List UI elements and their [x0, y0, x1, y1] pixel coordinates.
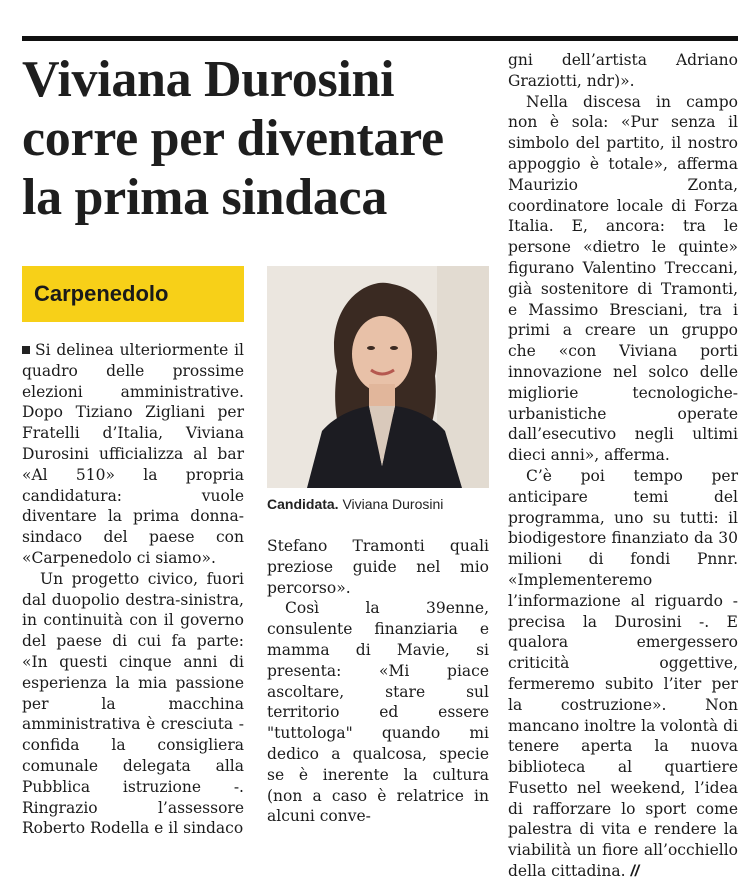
paragraph: Un progetto civico, fuori dal duopolio destra-sinistra, in continuità con il governo del paese di cui fa parte: «In questi cinque anni di esperienza la mia passione per la macchina amministrativa è cresciuta - confida la consigliera comunale delegata alla Pubblica istruzione -. Ringrazio l’assessore Roberto Rodella e il sindaco: [22, 569, 244, 838]
caption-name: Viviana Durosini: [342, 496, 444, 512]
location-tag: [22, 266, 244, 322]
article-column-3: [508, 50, 738, 883]
article-column-1: [22, 340, 244, 839]
paragraph: Così la 39enne, consulente finanziaria e mamma di Mavie, si presenta: «Mi piace ascoltare, stare sul territorio ed essere "tuttologa" quando mi dedico a qualcosa, specie se è inerente la cultura (non a caso è relatrice in alcuni conve-: [267, 599, 489, 826]
candidate-photo: [267, 266, 489, 488]
portrait-image: [267, 266, 489, 488]
paragraph: C’è poi tempo per anticipare temi del programma, uno su tutti: il biodigestore finanziato da 30 milioni di fondi Pnnr. «Implementeremo l’informazione al riguardo - precisa la Durosini -. E qualora emergessero criticità oggettive, fermeremo subito l’iter per la costruzione». Non mancano inoltre la volontà di tenere aperta la nuova biblioteca al quartiere Fusetto nel weekend, l’idea di rafforzare lo sport come palestra di vita e rendere la viabilità un fiore all’occhiello della cittadina. //: [508, 466, 738, 881]
headline-line-3: la prima sindaca: [22, 169, 388, 226]
paragraph: Nella discesa in campo non è sola: «Pur senza il simbolo del partito, il nostro appoggio è totale», afferma Maurizio Zonta, coordinatore locale di Forza Italia. E, ancora: tra le persone «dietro le quinte» figurano Valentino Treccani, già sostenitore di Tramonti, e Massimo Bresciani, tra i primi a creare un gruppo che «con Viviana porti innovazione nel solco delle migliorie tecnologiche-urbanistiche operate dall’esecutivo negli ultimi dieci anni», afferma.: [508, 92, 738, 465]
paragraph: Si delinea ulteriormente il quadro delle prossime elezioni amministrative. Dopo Tiziano Zigliani per Fratelli d’Italia, Viviana Durosini ufficializza al bar «Al 510» la propria candidatura: vuole diventare la prima donna-sindaco del paese con «Carpenedolo ci siamo».: [22, 341, 244, 567]
paragraph: gni dell’artista Adriano Graziotti, ndr)».: [508, 51, 738, 90]
caption-label: Candidata.: [267, 496, 339, 512]
photo-caption: [267, 496, 489, 512]
location-label: Carpenedolo: [34, 281, 169, 306]
headline-line-2: corre per diventare: [22, 110, 444, 167]
article-column-2: [267, 536, 489, 827]
headline: [22, 50, 500, 227]
top-rule: [22, 36, 738, 41]
headline-line-1: Viviana Durosini: [22, 51, 395, 108]
paragraph: Stefano Tramonti quali preziose guide nel mio percorso».: [267, 537, 489, 597]
bullet-square-icon: [22, 346, 30, 354]
end-mark: //: [630, 863, 640, 881]
